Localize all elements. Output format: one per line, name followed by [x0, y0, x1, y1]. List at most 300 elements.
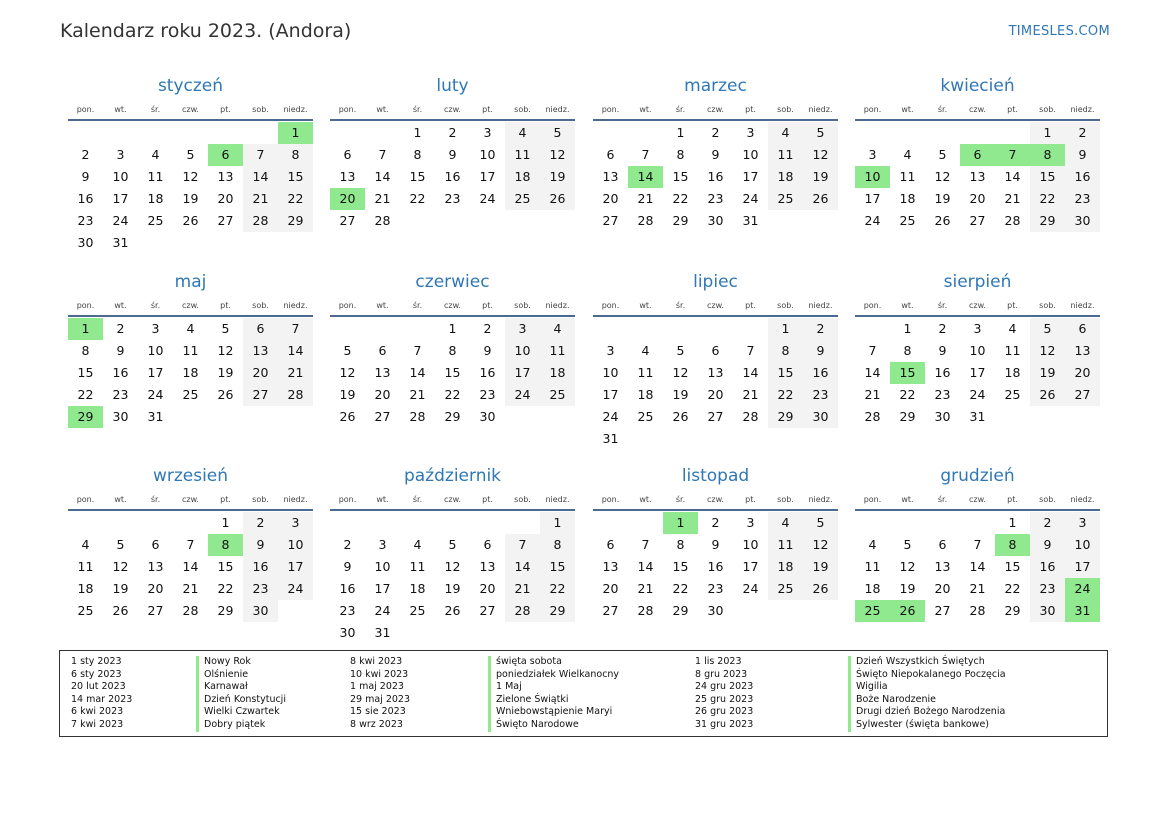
day-grid — [855, 511, 1100, 622]
legend-holiday-name: poniedziałek Wielkanocny — [488, 669, 619, 682]
day-cell: 6 — [378, 343, 387, 358]
weekday-label: śr. — [675, 104, 686, 114]
weekday-label: czw. — [182, 300, 199, 310]
day-cell: 31 — [374, 625, 391, 640]
day-cell: 21 — [969, 581, 986, 596]
day-cell: 2 — [803, 318, 838, 340]
day-cell: 20 — [707, 387, 724, 402]
day-cell: 23 — [1065, 188, 1100, 210]
day-cell: 10 — [112, 169, 129, 184]
day-cell: 24 — [374, 603, 391, 618]
empty-cell — [628, 512, 663, 534]
day-cell: 8 — [278, 144, 313, 166]
day-cell: 24 — [742, 191, 759, 206]
weekday-header — [593, 489, 838, 511]
weekday-label: czw. — [182, 104, 199, 114]
day-cell: 7 — [413, 343, 422, 358]
weekday-label: sob. — [514, 104, 531, 114]
day-cell: 14 — [505, 556, 540, 578]
weekday-label: pt. — [1007, 300, 1018, 310]
month-4 — [855, 73, 1100, 232]
legend-date: 8 kwi 2023 — [350, 656, 403, 667]
empty-cell — [68, 512, 103, 534]
day-cell: 3 — [378, 537, 387, 552]
weekday-label: wt. — [901, 494, 914, 504]
day-cell: 3 — [606, 343, 615, 358]
legend-date: 6 kwi 2023 — [71, 706, 124, 718]
day-cell: 8 — [81, 343, 90, 358]
holiday-day: 8 — [208, 534, 243, 556]
day-cell: 27 — [147, 603, 164, 618]
weekday-label: czw. — [707, 104, 724, 114]
day-cell: 22 — [1030, 188, 1065, 210]
month-5 — [68, 269, 313, 428]
day-cell: 6 — [711, 343, 720, 358]
empty-cell — [960, 512, 995, 534]
empty-cell — [628, 318, 663, 340]
weekday-label: sob. — [1039, 494, 1056, 504]
day-cell: 21 — [278, 362, 313, 384]
day-cell: 20 — [602, 191, 619, 206]
day-cell: 23 — [479, 387, 496, 402]
day-cell: 19 — [672, 387, 689, 402]
empty-cell — [138, 122, 173, 144]
day-cell: 8 — [676, 147, 685, 162]
day-cell: 21 — [374, 191, 391, 206]
empty-cell — [925, 512, 960, 534]
day-cell: 23 — [112, 387, 129, 402]
day-cell: 14 — [969, 559, 986, 574]
day-cell: 17 — [505, 362, 540, 384]
day-cell: 25 — [77, 603, 94, 618]
weekday-label: niedz. — [545, 494, 570, 504]
empty-cell — [330, 318, 365, 340]
day-cell: 1 — [903, 321, 912, 336]
day-cell: 16 — [112, 365, 129, 380]
day-cell: 21 — [409, 387, 426, 402]
day-cell: 29 — [540, 600, 575, 622]
day-cell: 5 — [803, 512, 838, 534]
day-cell: 22 — [768, 384, 803, 406]
day-cell: 21 — [742, 387, 759, 402]
weekday-label: śr. — [937, 104, 948, 114]
legend-holiday-name: Wniebowstąpienie Maryi — [488, 706, 619, 719]
holiday-day: 26 — [890, 600, 925, 622]
day-grid — [68, 121, 313, 254]
weekday-label: niedz. — [1070, 494, 1095, 504]
day-cell: 13 — [969, 169, 986, 184]
weekday-label: niedz. — [808, 300, 833, 310]
day-cell: 22 — [899, 387, 916, 402]
empty-cell — [925, 122, 960, 144]
weekday-label: pon. — [863, 494, 882, 504]
holiday-day: 7 — [995, 144, 1030, 166]
holiday-day: 1 — [663, 512, 698, 534]
month-12 — [855, 463, 1100, 622]
holiday-day: 8 — [995, 534, 1030, 556]
day-cell: 26 — [803, 188, 838, 210]
day-cell: 7 — [378, 147, 387, 162]
holiday-day: 1 — [68, 318, 103, 340]
day-cell: 20 — [602, 581, 619, 596]
day-cell: 29 — [1004, 603, 1021, 618]
empty-cell — [103, 512, 138, 534]
day-cell: 24 — [147, 387, 164, 402]
weekday-label: niedz. — [283, 494, 308, 504]
empty-cell — [330, 122, 365, 144]
weekday-label: wt. — [114, 104, 127, 114]
day-cell: 29 — [672, 213, 689, 228]
month-8 — [855, 269, 1100, 428]
day-cell: 16 — [1065, 166, 1100, 188]
day-cell: 20 — [934, 581, 951, 596]
legend-holiday-name: Dzień Konstytucji — [196, 694, 286, 707]
legend-date: 1 sty 2023 — [71, 656, 122, 667]
empty-cell — [890, 512, 925, 534]
day-cell: 18 — [182, 365, 199, 380]
weekday-label: śr. — [412, 104, 423, 114]
empty-cell — [365, 122, 400, 144]
day-cell: 26 — [1030, 384, 1065, 406]
day-cell: 3 — [1065, 512, 1100, 534]
weekday-label: śr. — [150, 104, 161, 114]
day-cell: 27 — [969, 213, 986, 228]
legend-holiday-name: Dzień Wszystkich Świętych — [848, 656, 1006, 669]
day-cell: 16 — [339, 581, 356, 596]
day-cell: 3 — [278, 512, 313, 534]
day-cell: 23 — [1030, 578, 1065, 600]
day-cell: 30 — [112, 409, 129, 424]
empty-cell — [593, 318, 628, 340]
weekday-label: wt. — [114, 494, 127, 504]
day-cell: 3 — [151, 321, 160, 336]
day-cell: 23 — [707, 581, 724, 596]
day-cell: 16 — [707, 169, 724, 184]
day-cell: 17 — [479, 169, 496, 184]
empty-cell — [628, 122, 663, 144]
empty-cell — [365, 318, 400, 340]
month-title: sierpień — [943, 272, 1012, 292]
weekday-header — [593, 99, 838, 121]
day-cell: 8 — [448, 343, 457, 358]
weekday-label: sob. — [777, 494, 794, 504]
day-cell: 12 — [217, 343, 234, 358]
day-cell: 9 — [81, 169, 90, 184]
day-cell: 20 — [969, 191, 986, 206]
day-cell: 3 — [483, 125, 492, 140]
holiday-legend — [59, 650, 1108, 737]
day-cell: 2 — [81, 147, 90, 162]
day-cell: 24 — [112, 213, 129, 228]
day-cell: 19 — [112, 581, 129, 596]
month-title: wrzesień — [152, 466, 229, 486]
day-cell: 17 — [374, 581, 391, 596]
day-cell: 18 — [637, 387, 654, 402]
day-cell: 13 — [479, 559, 496, 574]
day-cell: 13 — [217, 169, 234, 184]
legend-date: 6 sty 2023 — [71, 668, 122, 680]
day-cell: 17 — [864, 191, 881, 206]
day-cell: 11 — [147, 169, 164, 184]
month-9 — [68, 463, 313, 622]
legend-date: 15 sie 2023 — [350, 706, 406, 718]
day-cell: 6 — [243, 318, 278, 340]
day-cell: 21 — [864, 387, 881, 402]
day-cell: 22 — [1004, 581, 1021, 596]
month-2 — [330, 73, 575, 232]
weekday-label: sob. — [252, 300, 269, 310]
legend-holiday-name: 1 Maj — [488, 681, 619, 694]
day-cell: 13 — [602, 169, 619, 184]
day-cell: 26 — [803, 578, 838, 600]
day-cell: 18 — [864, 581, 881, 596]
day-cell: 12 — [339, 365, 356, 380]
day-grid — [593, 121, 838, 232]
weekday-label: pt. — [745, 300, 756, 310]
legend-date: 26 gru 2023 — [695, 706, 754, 718]
legend-holiday-name: Sylwester (święta bankowe) — [848, 719, 1006, 732]
weekday-label: sob. — [1039, 104, 1056, 114]
day-cell: 14 — [409, 365, 426, 380]
weekday-header — [330, 99, 575, 121]
month-title: luty — [436, 76, 469, 96]
month-title: październik — [403, 466, 502, 486]
day-cell: 18 — [147, 191, 164, 206]
day-cell: 30 — [339, 625, 356, 640]
legend-holiday-name: święta sobota — [488, 656, 619, 669]
day-cell: 19 — [899, 581, 916, 596]
legend-holiday-name: Drugi dzień Bożego Narodzenia — [848, 706, 1006, 719]
day-cell: 27 — [374, 409, 391, 424]
day-cell: 24 — [479, 191, 496, 206]
legend-holiday-name: Święto Niepokalanego Poczęcia — [848, 669, 1006, 682]
day-cell: 23 — [77, 213, 94, 228]
day-cell: 25 — [182, 387, 199, 402]
weekday-label: śr. — [412, 300, 423, 310]
day-cell: 13 — [602, 559, 619, 574]
day-cell: 13 — [707, 365, 724, 380]
day-grid — [593, 317, 838, 450]
day-cell: 22 — [672, 581, 689, 596]
day-cell: 13 — [339, 169, 356, 184]
legend-date: 1 lis 2023 — [695, 656, 742, 667]
day-cell: 8 — [413, 147, 422, 162]
day-cell: 2 — [711, 515, 720, 530]
day-cell: 29 — [899, 409, 916, 424]
day-cell: 29 — [444, 409, 461, 424]
day-cell: 10 — [969, 343, 986, 358]
day-cell: 17 — [742, 169, 759, 184]
day-cell: 11 — [409, 559, 426, 574]
month-7 — [593, 269, 838, 450]
legend-holiday-name: Święto Narodowe — [488, 719, 619, 732]
day-cell: 10 — [1065, 534, 1100, 556]
weekday-label: pt. — [1007, 494, 1018, 504]
weekday-label: pon. — [338, 300, 357, 310]
day-cell: 10 — [742, 147, 759, 162]
weekday-label: pt. — [482, 494, 493, 504]
day-cell: 7 — [973, 537, 982, 552]
day-cell: 25 — [505, 188, 540, 210]
weekday-label: pt. — [482, 104, 493, 114]
day-cell: 20 — [217, 191, 234, 206]
day-cell: 27 — [602, 213, 619, 228]
day-cell: 5 — [116, 537, 125, 552]
day-cell: 18 — [77, 581, 94, 596]
empty-cell — [365, 512, 400, 534]
day-cell: 12 — [899, 559, 916, 574]
weekday-label: wt. — [114, 300, 127, 310]
day-cell: 13 — [374, 365, 391, 380]
day-cell: 13 — [1065, 340, 1100, 362]
day-cell: 3 — [868, 147, 877, 162]
weekday-label: czw. — [707, 300, 724, 310]
day-cell: 25 — [409, 603, 426, 618]
day-cell: 31 — [602, 431, 619, 446]
legend-date: 7 kwi 2023 — [71, 718, 124, 730]
day-cell: 4 — [81, 537, 90, 552]
day-cell: 4 — [868, 537, 877, 552]
day-cell: 16 — [803, 362, 838, 384]
day-cell: 9 — [711, 147, 720, 162]
weekday-header — [68, 295, 313, 317]
weekday-label: sob. — [514, 300, 531, 310]
day-cell: 31 — [112, 235, 129, 250]
day-cell: 2 — [711, 125, 720, 140]
day-cell: 5 — [1030, 318, 1065, 340]
weekday-label: czw. — [969, 494, 986, 504]
day-cell: 18 — [505, 166, 540, 188]
day-cell: 2 — [1065, 122, 1100, 144]
weekday-label: niedz. — [1070, 104, 1095, 114]
day-cell: 8 — [676, 537, 685, 552]
holiday-day: 15 — [890, 362, 925, 384]
weekday-header — [855, 99, 1100, 121]
day-cell: 22 — [77, 387, 94, 402]
day-cell: 20 — [1065, 362, 1100, 384]
day-cell: 9 — [1030, 534, 1065, 556]
day-cell: 29 — [1030, 210, 1065, 232]
day-grid — [593, 511, 838, 622]
day-cell: 25 — [1004, 387, 1021, 402]
day-cell: 22 — [278, 188, 313, 210]
weekday-label: czw. — [444, 300, 461, 310]
weekday-label: pon. — [76, 104, 95, 114]
day-cell: 9 — [483, 343, 492, 358]
empty-cell — [68, 122, 103, 144]
weekday-label: wt. — [639, 104, 652, 114]
weekday-label: sob. — [1039, 300, 1056, 310]
legend-holiday-name: Olśnienie — [196, 669, 286, 682]
day-cell: 19 — [934, 191, 951, 206]
day-cell: 16 — [707, 559, 724, 574]
day-cell: 30 — [479, 409, 496, 424]
month-3 — [593, 73, 838, 232]
day-grid — [330, 511, 575, 644]
day-cell: 1 — [768, 318, 803, 340]
day-cell: 2 — [483, 321, 492, 336]
weekday-label: sob. — [252, 494, 269, 504]
weekday-label: pon. — [338, 494, 357, 504]
day-cell: 10 — [278, 534, 313, 556]
day-cell: 26 — [182, 213, 199, 228]
weekday-header — [855, 489, 1100, 511]
day-cell: 2 — [243, 512, 278, 534]
day-cell: 6 — [343, 147, 352, 162]
day-cell: 3 — [505, 318, 540, 340]
weekday-label: niedz. — [545, 300, 570, 310]
day-cell: 27 — [707, 409, 724, 424]
day-cell: 14 — [742, 365, 759, 380]
day-cell: 28 — [637, 603, 654, 618]
day-cell: 22 — [672, 191, 689, 206]
day-cell: 12 — [672, 365, 689, 380]
day-cell: 19 — [540, 166, 575, 188]
day-cell: 22 — [217, 581, 234, 596]
month-title: styczeń — [157, 76, 224, 96]
day-cell: 8 — [768, 340, 803, 362]
weekday-label: niedz. — [808, 104, 833, 114]
legend-date: 29 maj 2023 — [350, 693, 411, 705]
empty-cell — [470, 512, 505, 534]
day-cell: 3 — [746, 125, 755, 140]
day-cell: 26 — [112, 603, 129, 618]
day-cell: 14 — [374, 169, 391, 184]
empty-cell — [173, 512, 208, 534]
day-cell: 28 — [278, 384, 313, 406]
day-cell: 4 — [1008, 321, 1017, 336]
legend-holiday-name: Dobry piątek — [196, 719, 286, 732]
day-cell: 11 — [77, 559, 94, 574]
day-cell: 29 — [217, 603, 234, 618]
weekday-header — [855, 295, 1100, 317]
day-cell: 2 — [116, 321, 125, 336]
weekday-label: czw. — [707, 494, 724, 504]
day-grid — [855, 317, 1100, 428]
day-cell: 26 — [444, 603, 461, 618]
holiday-day: 20 — [330, 188, 365, 210]
day-cell: 21 — [637, 581, 654, 596]
weekday-label: czw. — [444, 494, 461, 504]
empty-cell — [960, 122, 995, 144]
day-cell: 4 — [186, 321, 195, 336]
day-cell: 14 — [182, 559, 199, 574]
day-cell: 15 — [409, 169, 426, 184]
weekday-label: śr. — [937, 300, 948, 310]
empty-cell — [593, 122, 628, 144]
weekday-label: czw. — [969, 104, 986, 114]
day-cell: 1 — [413, 125, 422, 140]
weekday-header — [330, 489, 575, 511]
brand-link[interactable]: TIMESLES.COM — [1008, 24, 1110, 39]
day-cell: 24 — [278, 578, 313, 600]
weekday-label: pon. — [76, 494, 95, 504]
day-cell: 13 — [934, 559, 951, 574]
day-cell: 25 — [899, 213, 916, 228]
day-cell: 28 — [409, 409, 426, 424]
day-cell: 30 — [1030, 600, 1065, 622]
legend-date: 10 kwi 2023 — [350, 668, 409, 680]
legend-holiday-name: Wigilia — [848, 681, 1006, 694]
day-cell: 11 — [1004, 343, 1021, 358]
day-cell: 5 — [221, 321, 230, 336]
day-cell: 22 — [540, 578, 575, 600]
day-cell: 26 — [339, 409, 356, 424]
month-title: marzec — [684, 76, 747, 96]
month-title: czerwiec — [415, 272, 490, 292]
day-cell: 10 — [742, 537, 759, 552]
day-grid — [330, 121, 575, 232]
